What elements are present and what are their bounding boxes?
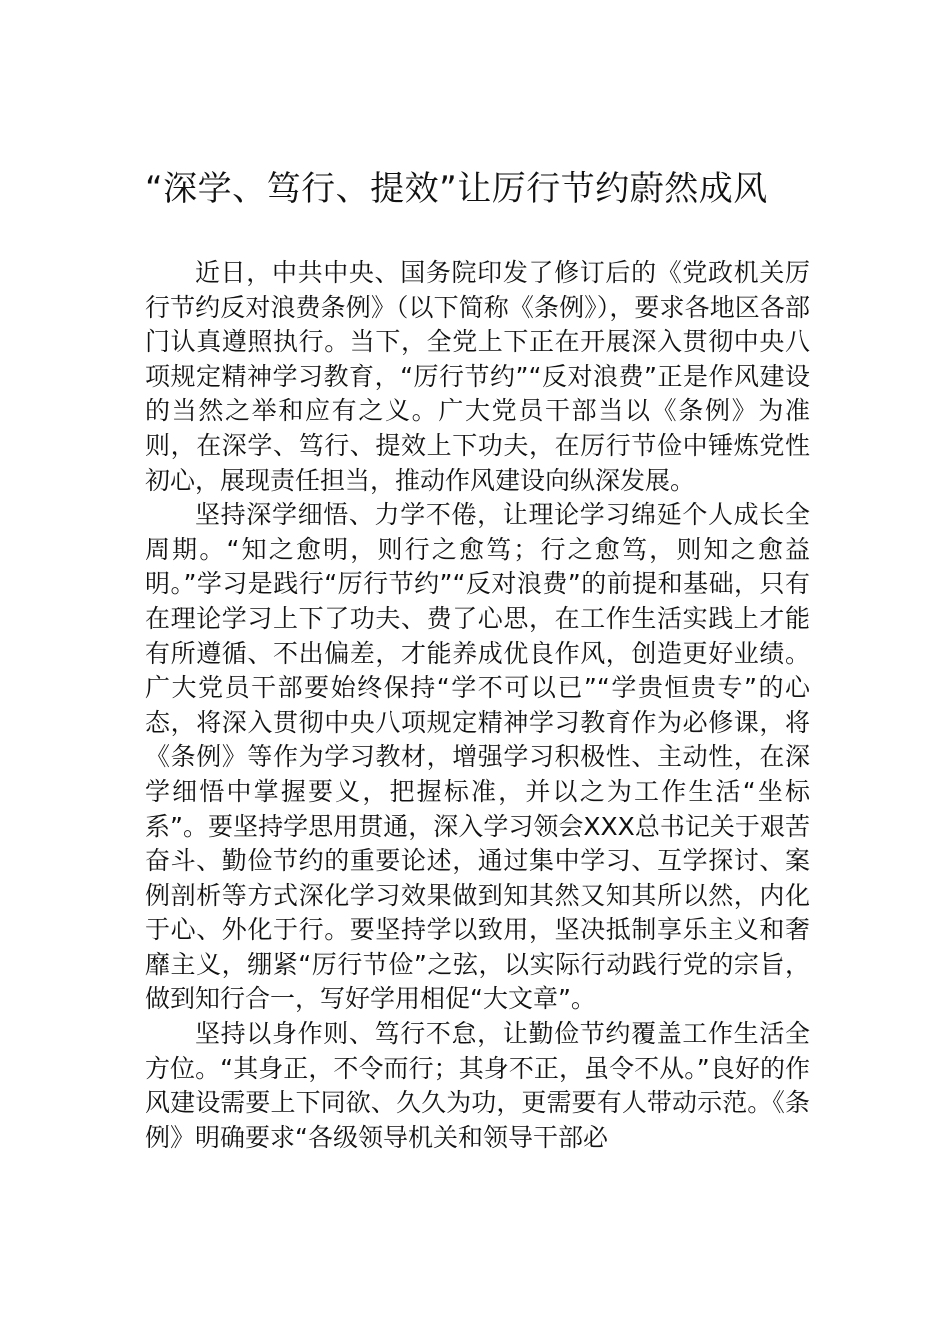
- document-body: [145, 256, 810, 1155]
- paragraph-2: 坚持深学细悟、力学不倦，让理论学习绵延个人成长全周期。“知之愈明，则行之愈笃；行之愈笃，则知之愈益明。”学习是践行“厉行节约”“反对浪费”的前提和基础，只有在理论学习上下了功夫、费了心思，在工作生活实践上才能有所遵循、不出偏差，才能养成优良作风，创造更好业绩。广大党员干部要始终保持“学不可以已”“学贵恒贵专”的心态，将深入贯彻中央八项规定精神学习教育作为必修课，将《条例》等作为学习教材，增强学习积极性、主动性，在深学细悟中掌握要义，把握标准，并以之为工作生活“坐标系”。要坚持学思用贯通，深入学习领会XXX总书记关于艰苦奋斗、勤俭节约的重要论述，通过集中学习、互学探讨、案例剖析等方式深化学习效果做到知其然又知其所以然，内化于心、外化于行。要坚持学以致用，坚决抵制享乐主义和奢靡主义，绷紧“厉行节俭”之弦，以实际行动践行党的宗旨，做到知行合一，写好学用相促“大文章”。: [145, 500, 810, 1014]
- paragraph-3: 坚持以身作则、笃行不怠，让勤俭节约覆盖工作生活全方位。“其身正，不令而行；其身不正，虽令不从。”良好的作风建设需要上下同欲、久久为功，更需要有人带动示范。《条例》明确要求“各级领导机关和领导干部必: [145, 1019, 810, 1152]
- paragraph-1: 近日，中共中央、国务院印发了修订后的《党政机关厉行节约反对浪费条例》（以下简称《条例》），要求各地区各部门认真遵照执行。当下，全党上下正在开展深入贯彻中央八项规定精神学习教育，“厉行节约”“反对浪费”正是作风建设的当然之举和应有之义。广大党员干部当以《条例》为准则，在深学、笃行、提效上下功夫，在厉行节俭中锤炼党性初心，展现责任担当，推动作风建设向纵深发展。: [145, 258, 810, 495]
- document-title: “深学、笃行、提效”让厉行节约蔚然成风: [145, 169, 768, 209]
